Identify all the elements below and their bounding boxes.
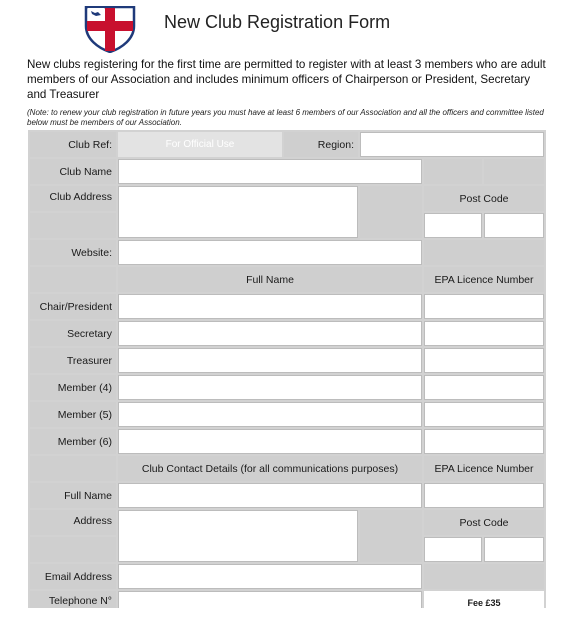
treasurer-epa-input[interactable] [424,348,544,373]
officer-label-secretary: Secretary [30,321,116,346]
post-code-input-2[interactable] [484,213,544,238]
member-6-name-input[interactable] [118,429,422,454]
telephone-input[interactable] [118,591,422,608]
form-title: New Club Registration Form [164,12,391,32]
website-label: Website: [30,240,116,265]
chair-name-input[interactable] [118,294,422,319]
website-input[interactable] [118,240,422,265]
chair-epa-input[interactable] [424,294,544,319]
member-5-name-input[interactable] [118,402,422,427]
intro-paragraph: New clubs registering for the first time are permitted to register with at least 3 members who are adult members of our Association and includes minimum officers of Chairperson or President, Secretary and Treasurer [27,58,546,101]
fee-label: Fee £35 [424,591,544,608]
renewal-note: (Note: to renew your club registration in future years you must have at least 6 members of our Association and all the officers and committee listed below must be members of our Association. [27,108,544,127]
contact-post-code-label: Post Code [424,510,544,535]
blank-cell [30,456,116,481]
epa-licence-header: EPA Licence Number [424,267,544,292]
telephone-label: Telephone N° [30,591,116,608]
officer-label-member-4: Member (4) [30,375,116,400]
email-address-label: Email Address [30,564,116,589]
blank-cell [360,186,422,238]
club-address-input[interactable] [118,186,358,238]
blank-cell [424,159,482,184]
contact-address-input[interactable] [118,510,358,562]
blank-cell [30,537,116,562]
blank-cell [360,510,422,562]
official-use-field: For Official Use [118,132,282,157]
secretary-epa-input[interactable] [424,321,544,346]
member-4-epa-input[interactable] [424,375,544,400]
club-ref-label: Club Ref: [30,132,116,157]
full-name-header: Full Name [118,267,422,292]
treasurer-name-input[interactable] [118,348,422,373]
email-address-input[interactable] [118,564,422,589]
club-crest-logo [84,6,136,53]
officer-label-member-5: Member (5) [30,402,116,427]
post-code-input-1[interactable] [424,213,482,238]
member-4-name-input[interactable] [118,375,422,400]
contact-epa-header: EPA Licence Number [424,456,544,481]
registration-form-grid [28,130,546,608]
club-name-input[interactable] [118,159,422,184]
contact-post-code-input-1[interactable] [424,537,482,562]
officer-label-treasurer: Treasurer [30,348,116,373]
officer-label-member-6: Member (6) [30,429,116,454]
blank-cell [30,267,116,292]
member-5-epa-input[interactable] [424,402,544,427]
blank-cell [424,564,544,589]
blank-cell [484,159,544,184]
secretary-name-input[interactable] [118,321,422,346]
contact-full-name-input[interactable] [118,483,422,508]
contact-address-label: Address [30,510,116,535]
member-6-epa-input[interactable] [424,429,544,454]
blank-cell [424,240,544,265]
contact-details-header: Club Contact Details (for all communications purposes) [118,456,422,481]
contact-post-code-input-2[interactable] [484,537,544,562]
contact-epa-input[interactable] [424,483,544,508]
contact-full-name-label: Full Name [30,483,116,508]
post-code-label: Post Code [424,186,544,211]
region-label: Region: [284,132,358,157]
blank-cell [30,213,116,238]
club-name-label: Club Name [30,159,116,184]
region-input[interactable] [360,132,544,157]
officer-label-chair: Chair/President [30,294,116,319]
club-address-label: Club Address [30,186,116,211]
